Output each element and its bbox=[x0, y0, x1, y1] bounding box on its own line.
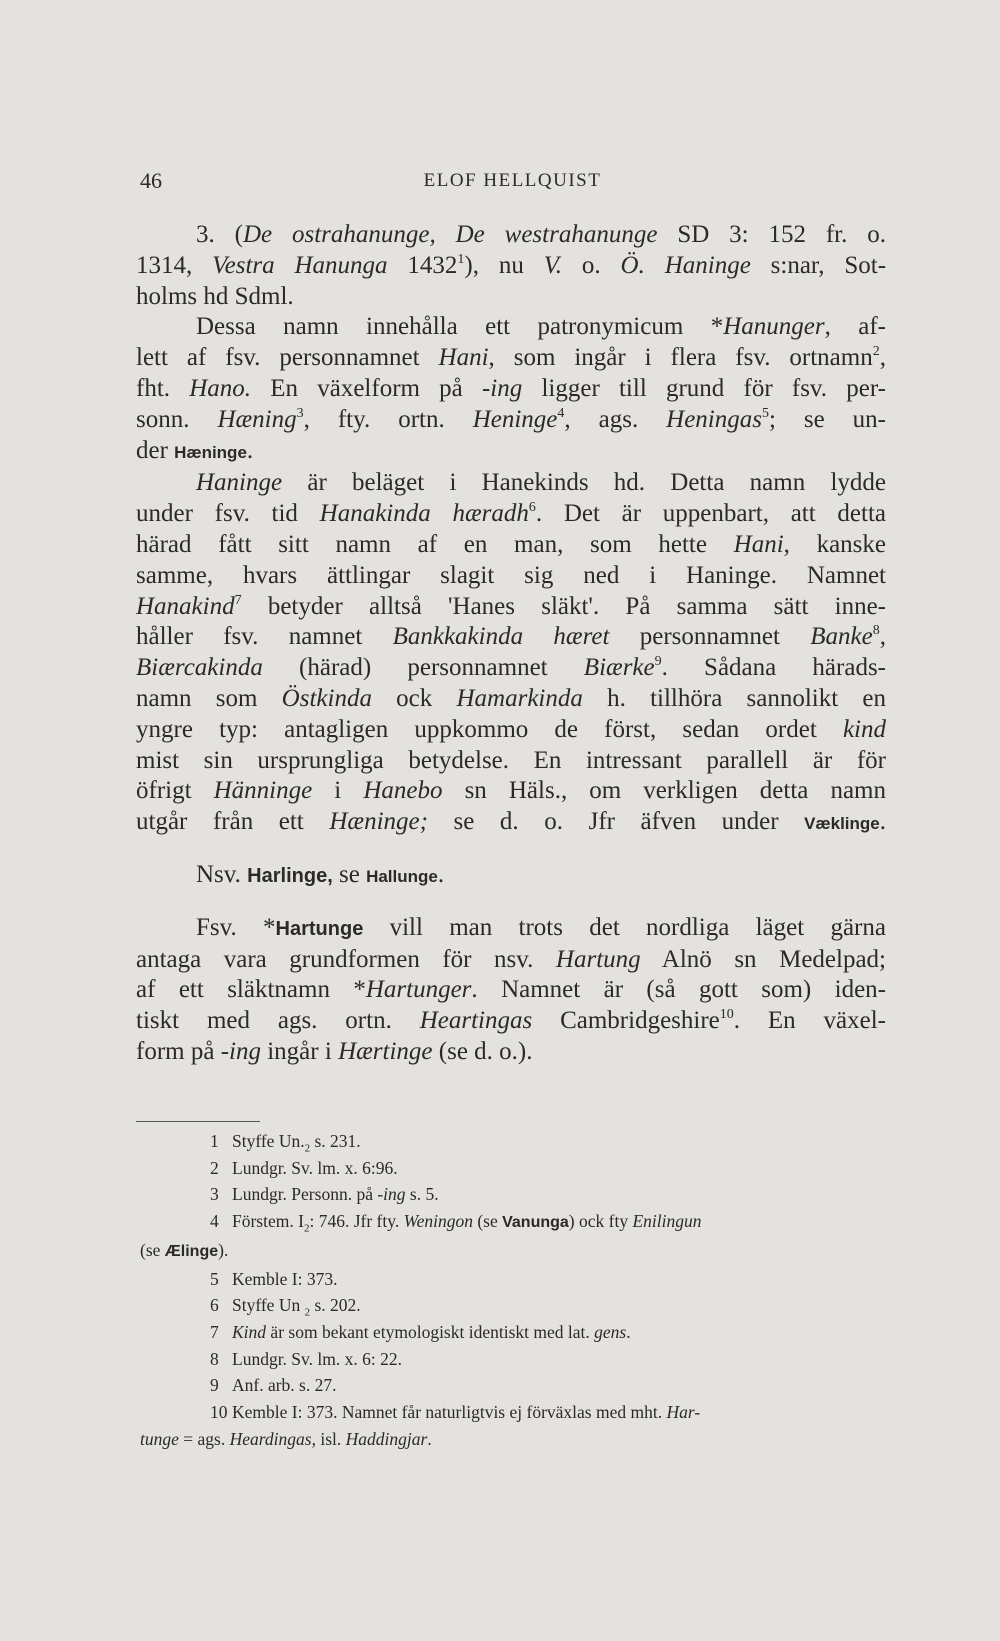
footnote: 10 Kemble I: 373. Namnet får naturligtvis ej förväxlas med mht. Har- bbox=[210, 1402, 701, 1423]
cross-reference: Ælinge bbox=[164, 1242, 219, 1260]
text-line: mist sin ursprungliga betydelse. En intressant parallell är för bbox=[136, 746, 886, 774]
page-number: 46 bbox=[140, 168, 162, 193]
text-line: utgår från ett Hæninge; se d. o. Jfr äfven under Væklinge. bbox=[136, 808, 886, 836]
footnote: 4 Förstem. $I_2$: 746. Jfr fty. Weningon (se Vanunga) ock fty Enilingun bbox=[210, 1211, 702, 1235]
footnote-ref: 8 bbox=[872, 623, 880, 639]
cross-reference: Hallunge bbox=[366, 866, 438, 886]
text-line: 1314, Vestra Hanunga 1432$^1$), nu V. o. Ö. Haninge s:nar, Sot- bbox=[136, 251, 887, 279]
text-line: form på -ing ingår i Hærtinge (se d. o.). bbox=[136, 1037, 533, 1065]
running-head: ELOF HELLQUIST bbox=[423, 170, 602, 191]
main-text bbox=[136, 220, 886, 1068]
cross-reference: Væklinge bbox=[804, 814, 880, 834]
text-line: samme, hvars ättlingar slagit sig ned i Haninge. Namnet bbox=[136, 561, 886, 589]
entry-headword-line: Fsv. *Hartunge vill man trots det nordliga läget gärna bbox=[196, 913, 886, 941]
headword: Hartunge bbox=[275, 917, 364, 940]
footnote-ref: 4 bbox=[557, 405, 565, 421]
footnote-ref: 3 bbox=[296, 405, 304, 421]
headword: Harlinge, bbox=[247, 864, 333, 887]
text-line: tiskt med ags. ortn. Heartingas Cambridgeshire$^{10}$. En växel- bbox=[136, 1007, 886, 1035]
footnote: 8 Lundgr. Sv. lm. x. 6: 22. bbox=[210, 1348, 402, 1369]
footnote: 9 Anf. arb. s. 27. bbox=[210, 1375, 337, 1396]
text-line: holms hd Sdml. bbox=[136, 282, 294, 310]
footnote-divider bbox=[136, 1121, 260, 1122]
text-line: af ett släktnamn *Hartunger. Namnet är (så gott som) iden- bbox=[136, 976, 887, 1004]
footnote-ref: 2 bbox=[872, 344, 880, 360]
cross-reference: Vanunga bbox=[502, 1214, 569, 1232]
text-line: Biærcakinda (härad) personnamnet Biærke$^9$. Sådana härads- bbox=[136, 654, 887, 682]
footnote-ref: 7 bbox=[234, 592, 242, 608]
footnote: 2 Lundgr. Sv. lm. x. 6:96. bbox=[210, 1157, 398, 1178]
cross-reference: Hæninge bbox=[174, 442, 247, 462]
footnote-ref: 10 bbox=[719, 1007, 734, 1023]
text-line: namn som Östkinda ock Hamarkinda h. tillhöra sannolikt en bbox=[136, 684, 886, 712]
text-line: Haninge är beläget i Hanekinds hd. Detta namn lydde bbox=[196, 469, 886, 497]
footnote-continuation: tunge = ags. Heardingas, isl. Haddingjar. bbox=[140, 1428, 432, 1449]
text-line: 3. (De ostrahanunge, De westrahanunge SD 3: 152 fr. o. bbox=[196, 221, 887, 248]
footnote: 1 Styffe $Un._2$ s. 231. bbox=[210, 1131, 361, 1155]
text-line: lett af fsv. personnamnet Hani, som ingår i flera fsv. ortnamn$^2$, bbox=[136, 344, 886, 372]
page-header bbox=[140, 168, 885, 198]
footnote: 3 Lundgr. Personn. på -ing s. 5. bbox=[210, 1184, 439, 1205]
footnote-continuation: (se Ælinge). bbox=[140, 1239, 229, 1260]
text-line: sonn. Hæning$^3$, fty. ortn. Heninge$^4$, ags. Heningas$^5$; se un- bbox=[136, 405, 887, 433]
entry-headword-line: Nsv. Harlinge, se Hallunge. bbox=[196, 860, 445, 888]
footnote-ref: 6 bbox=[528, 500, 536, 516]
footnote: 5 Kemble I: 373. bbox=[210, 1268, 338, 1289]
text-line: öfrigt Hänninge i Hanebo sn Häls., om verkligen detta namn bbox=[136, 777, 886, 805]
text-line: Dessa namn innehålla ett patronymicum *Hanunger, af- bbox=[196, 313, 886, 341]
text-line: under fsv. tid Hanakinda hæradh$^6$. Det är uppenbart, att detta bbox=[136, 500, 886, 528]
text-line: fht. Hano. En växelform på -ing ligger till grund för fsv. per- bbox=[136, 374, 886, 402]
footnote: 6 Styffe Un $_2$ s. 202. bbox=[210, 1295, 361, 1319]
footnote-ref: 1 bbox=[457, 251, 465, 267]
text-line: härad fått sitt namn af en man, som hette Hani, kanske bbox=[136, 530, 886, 558]
footnote: 7 Kind är som bekant etymologiskt identiskt med lat. gens. bbox=[210, 1321, 631, 1342]
footnote-ref: 9 bbox=[654, 654, 662, 670]
footnote-ref: 5 bbox=[761, 405, 769, 421]
text-line: der Hæninge. bbox=[136, 436, 254, 464]
text-line: håller fsv. namnet Bankkakinda hæret personnamnet Banke$^8$, bbox=[136, 623, 886, 651]
footnotes bbox=[140, 1128, 890, 1452]
text-line: yngre typ: antagligen uppkommo de först, sedan ordet kind bbox=[136, 715, 886, 743]
text-line: Hanakind$^7$ betyder alltså 'Hanes släkt'. På samma sätt inne- bbox=[136, 592, 886, 620]
text-line: antaga vara grundformen för nsv. Hartung Alnö sn Medelpad; bbox=[136, 945, 886, 973]
